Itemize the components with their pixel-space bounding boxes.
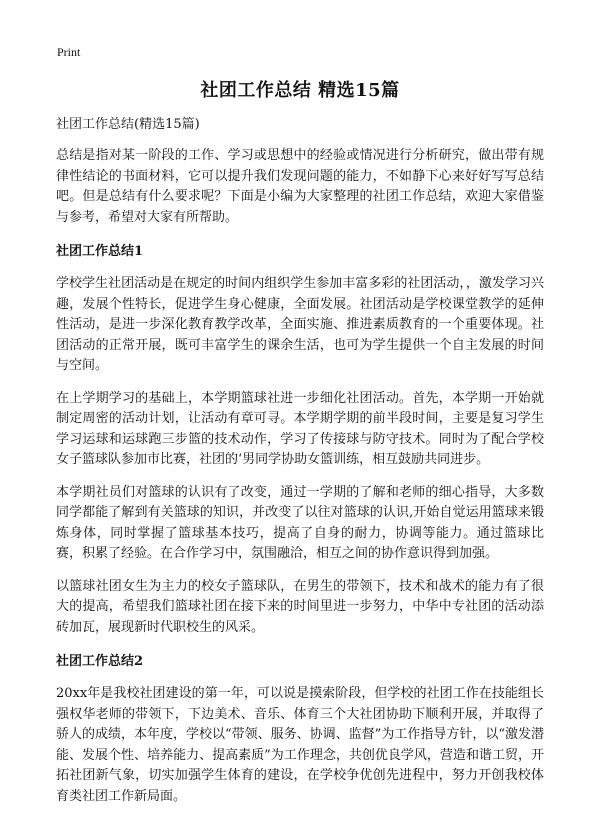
section-1-paragraph-4: 以篮球社团女生为主力的校女子篮球队，在男生的带领下，技术和战术的能力有了很大的提高，希望我们篮球社团在接下来的时间里进一步努力，中华中专社团的活动添砖加瓦，展现新时代职校生的风采。: [56, 578, 544, 635]
section-1-paragraph-2: 在上学期学习的基础上，本学期篮球社进一步细化社团活动。首先，本学期一开始就制定周密的活动计划，让活动有章可寻。本学期学期的前半段时间，主要是复习学生学习运球和运球跑三步篮的技术动作，学习了传接球与防守技术。同时为了配合学校女子篮球队参加市比赛，社团的‘男同学协助女篮训练，相互鼓励共同进步。: [56, 390, 544, 467]
section-1-paragraph-1: 学校学生社团活动是在规定的时间内组织学生参加丰富多彩的社团活动，，激发学习兴趣，发展个性特长，促进学生身心健康，全面发展。社团活动是学校课堂教学的延伸性活动，是进一步深化教育教学改革，全面实施、推进素质教育的一个重要体现。社团活动的正常开展，既可丰富学生的课余生活，也可为学生提供一个自主发展的时间与空间。: [56, 276, 544, 373]
intro-paragraph: 总结是指对某一阶段的工作、学习或思想中的经验或情况进行分析研究，做出带有规律性结论的书面材料，它可以提升我们发现问题的能力，不如静下心来好好写写总结吧。但是总结有什么要求呢？下面是小编为大家整理的社团工作总结，欢迎大家借鉴与参考，希望对大家有所帮助。: [56, 148, 544, 225]
section-2-paragraph-1: 20xx年是我校社团建设的第一年，可以说是摸索阶段，但学校的社团工作在技能组长强权华老师的带领下，下边美术、音乐、体育三个大社团协助下顺利开展，并取得了骄人的成绩，本年度，学校以“带领、服务、协调、监督”为工作指导方针，以“激发潜能、发展个性、培养能力、提高素质”为工作理念，共创优良学风，营造和谐工贸，开拓社团新气象，切实加强学生体育的建设，在学校争优创先进程中，努力开创我校体育类社团工作新局面。: [56, 686, 544, 804]
section-heading-2: 社团工作总结2: [56, 654, 144, 669]
print-link[interactable]: Print: [57, 45, 81, 59]
section-1-paragraph-3: 本学期社员们对篮球的认识有了改变，通过一学期的了解和老师的细心指导，大多数同学都能了解到有关篮球的知识，并改变了以往对篮球的认识,开始自觉运用篮球来锻炼身体，同时掌握了篮球基本技巧，提高了自身的耐力，协调等能力。通过篮球比赛，积累了经验。在合作学习中，氛围融洽，相互之间的协作意识得到加强。: [56, 484, 544, 561]
section-heading-1: 社团工作总结1: [56, 244, 144, 259]
document-title: 社团工作总结 精选15篇: [200, 80, 400, 101]
document-subtitle: 社团工作总结(精选15篇): [56, 117, 200, 132]
